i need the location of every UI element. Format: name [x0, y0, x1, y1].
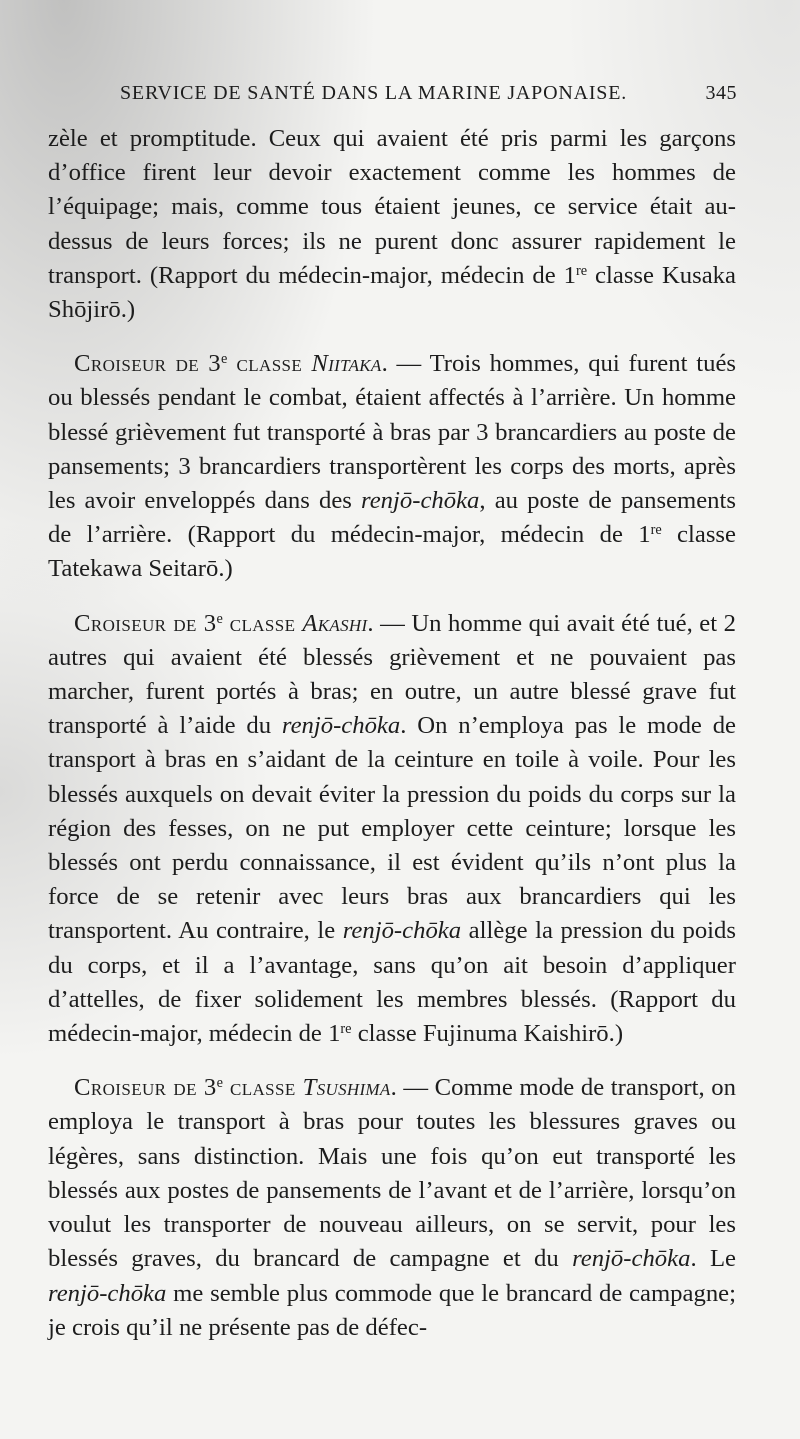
- paragraph-akashi: [48, 607, 736, 1052]
- vessel-class-label: classe: [227, 350, 312, 378]
- class-superscript: re: [340, 1021, 352, 1038]
- page-header: [120, 82, 737, 112]
- renjo-choka-term: renjō-chōka: [281, 712, 401, 740]
- vessel-label-superscript: e: [216, 610, 223, 627]
- running-head: SERVICE DE SANTÉ DANS LA MARINE JAPONAISE.: [120, 82, 628, 104]
- vessel-class-label: classe: [222, 609, 303, 637]
- class-superscript: re: [575, 262, 588, 279]
- paragraph-text: . — Trois hommes, qui furent tués ou blessés pendant le combat, étaient affectés à l’arrière. Un homme blessé grièvement fut transporté à bras par 3 brancardiers au poste de pansements; 3 brancardiers transportèrent les corps des morts, après les avoir enveloppés dans des: [48, 350, 737, 515]
- paragraph-text: . — Un homme qui avait été tué, et 2 autres qui avaient été blessés grièvement et ne pouvaient pas marcher, furent portés à bras; en outre, un autre blessé grave fut transporté à l’aide du: [48, 609, 736, 740]
- paragraph-text-continued: , au poste de pansements de l’arrière. (Rapport du médecin-major, médecin de: [48, 487, 736, 549]
- paragraph-text-end: me semble plus commode que le brancard de campagne; je crois qu’il ne présente pas de défec-: [48, 1279, 736, 1341]
- class-number: 1: [328, 1020, 341, 1048]
- paragraph-text-end: classe Kusaka Shōjirō.): [48, 261, 736, 324]
- renjo-choka-term: renjō-chōka: [48, 1279, 167, 1307]
- class-superscript: re: [650, 522, 662, 539]
- paragraph-text-continued: allège la pression du poids du corps, et il a l’avantage, sans qu’on ait besoin d’appliquer d’attelles, de fixer solidement les membres blessés. (Rapport du médecin-major, médecin de: [48, 917, 736, 1048]
- page-number: 345: [705, 82, 737, 104]
- body-text: [48, 122, 736, 1345]
- paragraph-niitaka: [48, 347, 736, 586]
- ship-name: Akashi: [302, 609, 368, 637]
- vessel-label-superscript: e: [220, 351, 228, 368]
- paragraph-tsushima: [48, 1071, 736, 1345]
- renjo-choka-term: renjō-chōka: [342, 917, 462, 945]
- vessel-label-superscript: e: [216, 1075, 223, 1092]
- paragraph-text-continued: . Le: [690, 1245, 736, 1273]
- renjo-choka-term: renjō-chōka: [572, 1245, 691, 1273]
- paragraph-text: . — Comme mode de transport, on employa le transport à bras pour toutes les blessures graves ou légères, sans distinction. Mais une fois qu’on eut transporté les blessés aux postes de pansements de l’avant et de l’arrière, lorsqu’on voulut les transporter de nouveau ailleurs, on se servit, pour les blessés graves, du brancard de campagne et du: [48, 1074, 736, 1273]
- vessel-class-label: classe: [222, 1074, 303, 1102]
- vessel-label: Croiseur de 3: [74, 609, 217, 637]
- class-number: 1: [638, 521, 651, 549]
- paragraph-text-end: classe Tatekawa Seitarō.): [48, 521, 736, 583]
- paragraph-text-continued: . On n’employa pas le mode de transport à bras en s’aidant de la ceinture en toile à voile. Pour les blessés auxquels on devait éviter la pression du poids du corps sur la région des fesses, on ne put employer cette ceinture; lorsque les blessés ont perdu connaissance, il est évident qu’ils n’ont plus la force de se retenir avec leurs bras aux brancardiers qui les transportent. Au contraire, le: [48, 712, 737, 945]
- renjo-choka-term: renjō-chōka: [361, 487, 480, 515]
- paragraph-kusaka-report: [48, 122, 736, 327]
- ship-name: Niitaka: [311, 350, 382, 378]
- vessel-label: Croiseur de 3: [74, 350, 221, 378]
- vessel-label: Croiseur de 3: [74, 1074, 217, 1102]
- ship-name: Tsushima: [302, 1074, 391, 1102]
- class-number: 1: [563, 261, 576, 289]
- paragraph-text: zèle et promptitude. Ceux qui avaient été pris parmi les garçons d’office firent leur devoir exactement comme les hommes de l’équipage; mais, comme tous étaient jeunes, ce service était au-dessus de leurs forces; ils ne purent donc assurer rapidement le transport. (Rapport du médecin-major, médecin de: [48, 125, 736, 289]
- paragraph-text-end: classe Fujinuma Kaishirō.): [351, 1020, 624, 1048]
